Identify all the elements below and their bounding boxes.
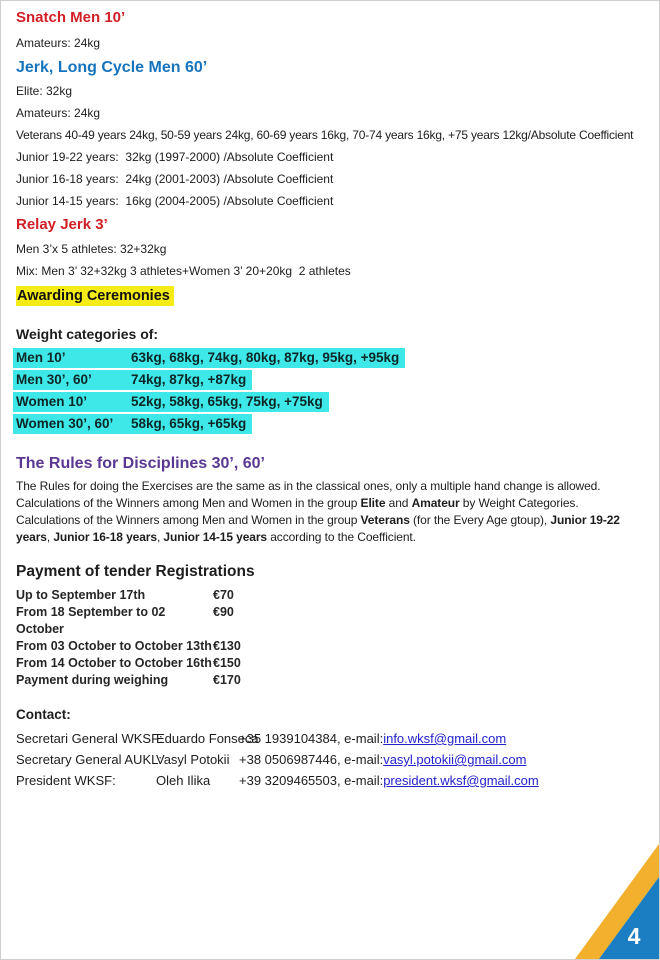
payment-period: From 03 October to October 13th (16, 639, 212, 653)
contact-row-secretari-wksf (16, 728, 644, 749)
rules-text: (for the Every Age gtoup), (409, 513, 551, 527)
jerk-amateurs-line: Amateurs: 24kg (16, 106, 101, 120)
page-number: 4 (627, 923, 641, 949)
rules-text: by Weight Categories. (459, 496, 579, 510)
contact-row-secretary-aukl (16, 749, 644, 770)
veterans-line: Veterans 40-49 years 24kg, 50-59 years 24kg, 60-69 years 16kg, 70-74 years 16kg, +75 years 12kg/Absolute Coefficient (16, 128, 634, 142)
payment-amount: €150 (213, 656, 241, 670)
rules-text: and (385, 496, 412, 510)
contact-phone: +38 0506987446, e-mail: (239, 752, 384, 767)
snatch-amateurs-line: Amateurs: 24kg (16, 36, 101, 50)
jerk-elite-line: Elite: 32kg (16, 84, 73, 98)
rules-bold-years: years (16, 530, 47, 544)
document-content (1, 1, 659, 959)
payment-amount: €70 (213, 588, 234, 602)
rules-paragraph (16, 478, 644, 546)
weight-row-values: 58kg, 65kg, +65kg (131, 416, 247, 431)
relay-mix-line: Mix: Men 3’ 32+32kg 3 athletes+Women 3’ 20+20kg 2 athletes (16, 264, 351, 278)
contact-role: Secretary General AUKL: (16, 752, 162, 767)
rules-bold-veterans: Veterans (360, 513, 410, 527)
awarding-ceremonies-label: Awarding Ceremonies (16, 286, 174, 306)
rules-bold-junior-16-18: Junior 16-18 years (53, 530, 157, 544)
heading-rules-disciplines: The Rules for Disciplines 30’, 60’ (16, 455, 265, 472)
rules-bold-junior-14-15: Junior 14-15 years (163, 530, 267, 544)
weight-row-women-30-60 (13, 414, 252, 434)
rules-text: , (46, 530, 54, 544)
weight-row-label: Women 30’, 60’ (16, 416, 114, 431)
contact-role: Secretari General WKSF: (16, 731, 163, 746)
rules-bold-amateur: Amateur (411, 496, 460, 510)
contact-row-president-wksf (16, 770, 644, 791)
payment-row (16, 655, 644, 672)
weight-row-women-10 (13, 392, 329, 412)
payment-period: Up to September 17th (16, 588, 146, 602)
rules-text: , (156, 530, 164, 544)
rules-line-1: The Rules for doing the Exercises are the same as in the classical ones, only a multiple hand change is allowed. (16, 479, 601, 493)
payment-period: Payment during weighing (16, 673, 169, 687)
weight-categories-heading: Weight categories of: (16, 326, 159, 342)
weight-row-men-10 (13, 348, 405, 368)
corner-ribbon-graphic (539, 839, 659, 959)
contact-phone: +35 1939104384, e-mail: (239, 731, 384, 746)
rules-bold-elite: Elite (360, 496, 386, 510)
corner-ribbon (539, 839, 659, 959)
weight-categories-table (16, 348, 644, 436)
rules-text: Calculations of the Winners among Men and Women in the group (16, 496, 361, 510)
relay-men-line: Men 3’x 5 athletes: 32+32kg (16, 242, 167, 256)
contact-role: President WKSF: (16, 773, 116, 788)
heading-jerk-long-cycle: Jerk, Long Cycle Men 60’ (16, 59, 208, 76)
contact-email-link[interactable]: info.wksf@gmail.com (383, 731, 507, 746)
weight-row-label: Men 10’ (16, 350, 66, 365)
payment-table (16, 587, 644, 689)
contact-heading: Contact: (16, 707, 71, 722)
heading-relay-jerk: Relay Jerk 3’ (16, 216, 108, 233)
contact-list (16, 728, 644, 791)
weight-row-label: Women 10’ (16, 394, 88, 409)
contact-email-link[interactable]: president.wksf@gmail.com (383, 773, 539, 788)
rules-line-3 (16, 512, 644, 529)
contact-name: Eduardo Fonseca (156, 731, 259, 746)
junior-14-15-line: Junior 14-15 years: 16kg (2004-2005) /Absolute Coefficient (16, 194, 334, 208)
heading-snatch-men: Snatch Men 10’ (16, 9, 126, 26)
weight-row-label: Men 30’, 60’ (16, 372, 92, 387)
weight-row-values: 63kg, 68kg, 74kg, 80kg, 87kg, 95kg, +95kg (131, 350, 400, 365)
payment-amount: €130 (213, 639, 241, 653)
contact-name: Oleh Ilika (156, 773, 211, 788)
contact-name: Vasyl Potokii (156, 752, 230, 767)
payment-row (16, 638, 644, 655)
contact-phone: +39 3209465503, e-mail: (239, 773, 384, 788)
rules-line-4 (16, 529, 644, 546)
junior-16-18-line: Junior 16-18 years: 24kg (2001-2003) /Absolute Coefficient (16, 172, 334, 186)
payment-period: From 14 October to October 16th (16, 656, 212, 670)
rules-text: according to the Coefficient. (267, 530, 416, 544)
contact-email-link[interactable]: vasyl.potokii@gmail.com (383, 752, 527, 767)
weight-row-values: 74kg, 87kg, +87kg (131, 372, 247, 387)
junior-19-22-line: Junior 19-22 years: 32kg (1997-2000) /Absolute Coefficient (16, 150, 334, 164)
rules-bold-junior-19-22: Junior 19-22 (550, 513, 620, 527)
awarding-ceremonies-highlight (16, 286, 644, 306)
payment-row (16, 587, 644, 604)
payment-row (16, 604, 644, 638)
rules-line-2 (16, 495, 644, 512)
payment-heading: Payment of tender Registrations (16, 563, 255, 580)
payment-amount: €170 (213, 673, 241, 687)
weight-row-values: 52kg, 58kg, 65kg, 75kg, +75kg (131, 394, 323, 409)
weight-row-men-30-60 (13, 370, 252, 390)
payment-period: From 18 September to 02 October (16, 605, 166, 636)
payment-amount: €90 (213, 605, 234, 619)
payment-row (16, 672, 644, 689)
rules-text: Calculations of the Winners among Men and Women in the group (16, 513, 361, 527)
